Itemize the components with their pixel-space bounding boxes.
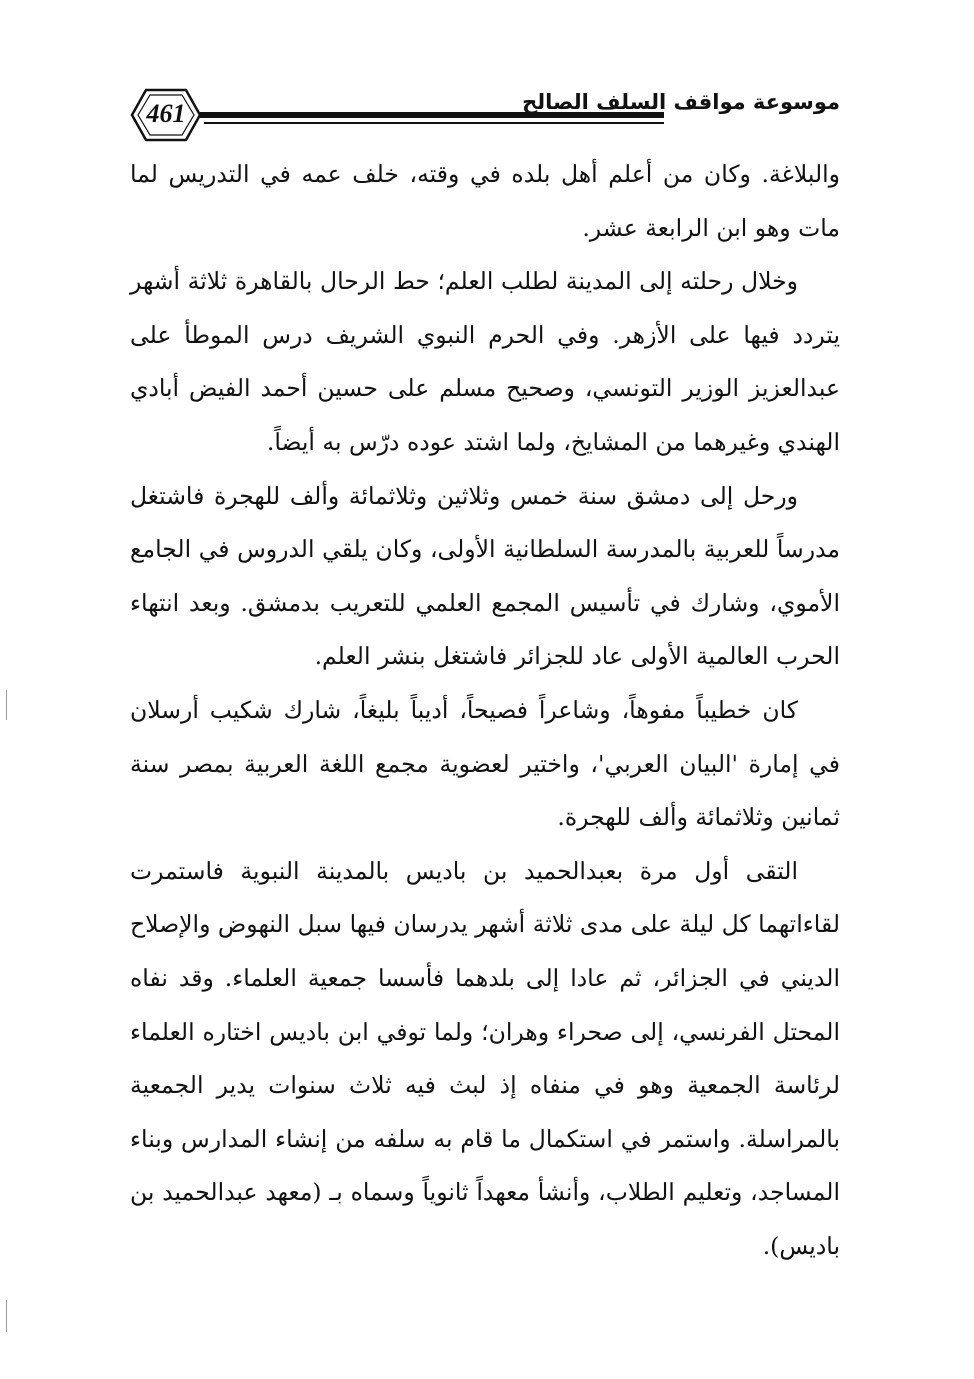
paragraph-1: والبلاغة. وكان من أعلم أهل بلده في وقته، خلف عمه في التدريس لما مات وهو ابن الرابعة عشر. bbox=[130, 160, 840, 242]
paragraph-2: وخلال رحلته إلى المدينة لطلب العلم؛ حط الرحال بالقاهرة ثلاثة أشهر يتردد فيها على الأزهر. وفي الحرم النبوي الشريف درس الموطأ على عبدالعزيز الوزير التونسي، وصحيح مسلم على حسين أحمد الفيض أبادي الهندي وغيرهما من المشايخ، ولما اشتد عوده درّس به أيضاً. bbox=[130, 267, 840, 456]
paragraph-5: التقى أول مرة بعبدالحميد بن باديس بالمدينة النبوية فاستمرت لقاءاتهما كل ليلة على مدى ثلاثة أشهر يدرسان فيها سبل النهوض والإصلاح الديني في الجزائر، ثم عادا إلى بلدهما فأسسا جمعية العلماء. وقد نفاه المحتل الفرنسي، إلى صحراء وهران؛ ولما توفي ابن باديس اختاره العلماء لرئاسة الجمعية وهو في منفاه إذ لبث فيه ثلاث سنوات يدير الجمعية بالمراسلة. واستمر في استكمال ما قام به سلفه من إنشاء المدارس وبناء المساجد، وتعليم الطلاب، وأنشأ معهداً ثانوياً وسماه بـ (معهد عبدالحميد بن باديس). bbox=[130, 856, 840, 1260]
text-body bbox=[130, 148, 840, 1273]
paragraph-3: ورحل إلى دمشق سنة خمس وثلاثين وثلاثمائة وألف للهجرة فاشتغل مدرساً للعربية بالمدرسة السلطانية الأولى، وكان يلقي الدروس في الجامع الأموي، وشارك في تأسيس المجمع العلمي للتعريب بدمشق. وبعد انتهاء الحرب العالمية الأولى عاد للجزائر فاشتغل بنشر العلم. bbox=[130, 481, 840, 671]
book-title: موسوعة مواقف السلف الصالح bbox=[522, 90, 840, 114]
page-number: 461 bbox=[146, 99, 186, 128]
scan-edge-mark bbox=[6, 1300, 7, 1332]
page-header bbox=[128, 86, 840, 146]
header-rule-thin bbox=[204, 122, 664, 124]
page-number-badge bbox=[128, 86, 204, 144]
scan-edge-mark bbox=[6, 690, 7, 720]
paragraph-4: كان خطيباً مفوهاً، وشاعراً فصيحاً، أديباً بليغاً، شارك شكيب أرسلان في إمارة 'البيان العربي'، واختير لعضوية مجمع اللغة العربية بمصر سنة ثمانين وثلاثمائة وألف للهجرة. bbox=[130, 695, 840, 832]
